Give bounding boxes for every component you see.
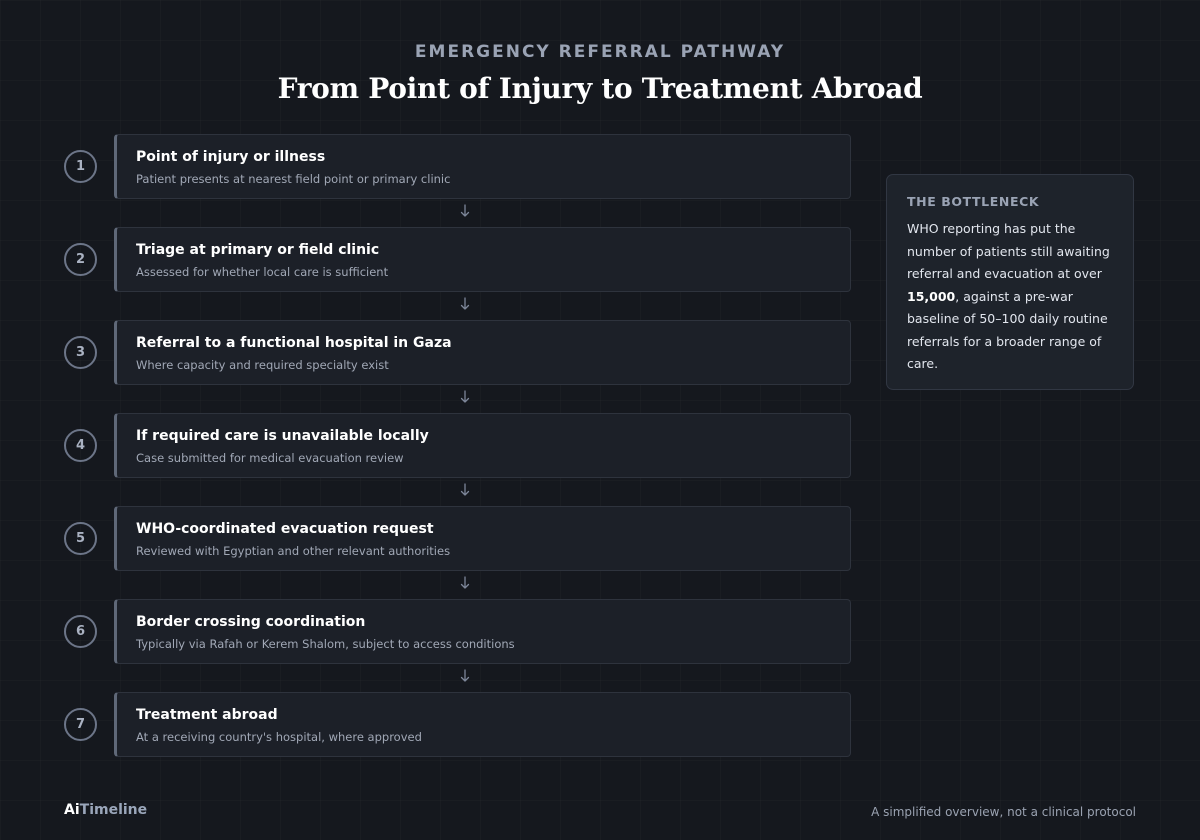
brand-logo xyxy=(64,802,147,818)
brand-part-a: Ai xyxy=(64,802,80,818)
step-5 xyxy=(62,506,852,571)
pathway-steps xyxy=(62,134,852,757)
panel-text xyxy=(907,218,1113,376)
step-number: 7 xyxy=(64,708,97,741)
step-title: WHO-coordinated evacuation request xyxy=(136,521,434,537)
panel-heading: THE BOTTLENECK xyxy=(907,194,1040,209)
step-1 xyxy=(62,134,852,199)
step-description: At a receiving country's hospital, where approved xyxy=(136,730,422,744)
arrow-down-icon xyxy=(460,669,470,683)
arrow-down-icon xyxy=(460,204,470,218)
step-title: Treatment abroad xyxy=(136,707,278,723)
step-2 xyxy=(62,227,852,292)
step-7 xyxy=(62,692,852,757)
step-6 xyxy=(62,599,852,664)
panel-text-after: , against a pre-war baseline of 50–100 daily routine referrals for a broader range of care. xyxy=(907,288,1108,371)
page-title: From Point of Injury to Treatment Abroad xyxy=(277,72,923,105)
step-card xyxy=(114,227,851,292)
step-number: 1 xyxy=(64,150,97,183)
step-description: Reviewed with Egyptian and other relevant authorities xyxy=(136,544,451,558)
step-card xyxy=(114,506,851,571)
arrow-down-icon xyxy=(460,483,470,497)
arrow-down-icon xyxy=(460,297,470,311)
step-title: Referral to a functional hospital in Gaza xyxy=(136,335,452,351)
panel-text-before: WHO reporting has put the number of patients still awaiting referral and evacuation at over xyxy=(907,221,1110,281)
step-number: 5 xyxy=(64,522,97,555)
step-description: Assessed for whether local care is sufficient xyxy=(136,265,389,279)
step-title: Border crossing coordination xyxy=(136,614,366,630)
step-card xyxy=(114,320,851,385)
step-title: If required care is unavailable locally xyxy=(136,428,429,444)
arrow-down-icon xyxy=(460,576,470,590)
panel-highlight: 15,000 xyxy=(907,288,956,304)
step-3 xyxy=(62,320,852,385)
eyebrow: EMERGENCY REFERRAL PATHWAY xyxy=(414,42,786,62)
step-number: 4 xyxy=(64,429,97,462)
bottleneck-panel xyxy=(886,174,1134,390)
step-title: Point of injury or illness xyxy=(136,149,326,165)
step-description: Where capacity and required specialty exist xyxy=(136,358,389,372)
step-description: Case submitted for medical evacuation review xyxy=(136,451,404,465)
step-title: Triage at primary or field clinic xyxy=(136,242,380,258)
footer-note: A simplified overview, not a clinical protocol xyxy=(871,805,1136,819)
step-description: Typically via Rafah or Kerem Shalom, subject to access conditions xyxy=(136,637,515,651)
step-number: 2 xyxy=(64,243,97,276)
step-card xyxy=(114,413,851,478)
step-card xyxy=(114,599,851,664)
step-4 xyxy=(62,413,852,478)
step-number: 6 xyxy=(64,615,97,648)
arrow-down-icon xyxy=(460,390,470,404)
step-card xyxy=(114,134,851,199)
step-number: 3 xyxy=(64,336,97,369)
brand-part-b: Timeline xyxy=(79,802,148,818)
step-card xyxy=(114,692,851,757)
step-description: Patient presents at nearest field point or primary clinic xyxy=(136,172,451,186)
